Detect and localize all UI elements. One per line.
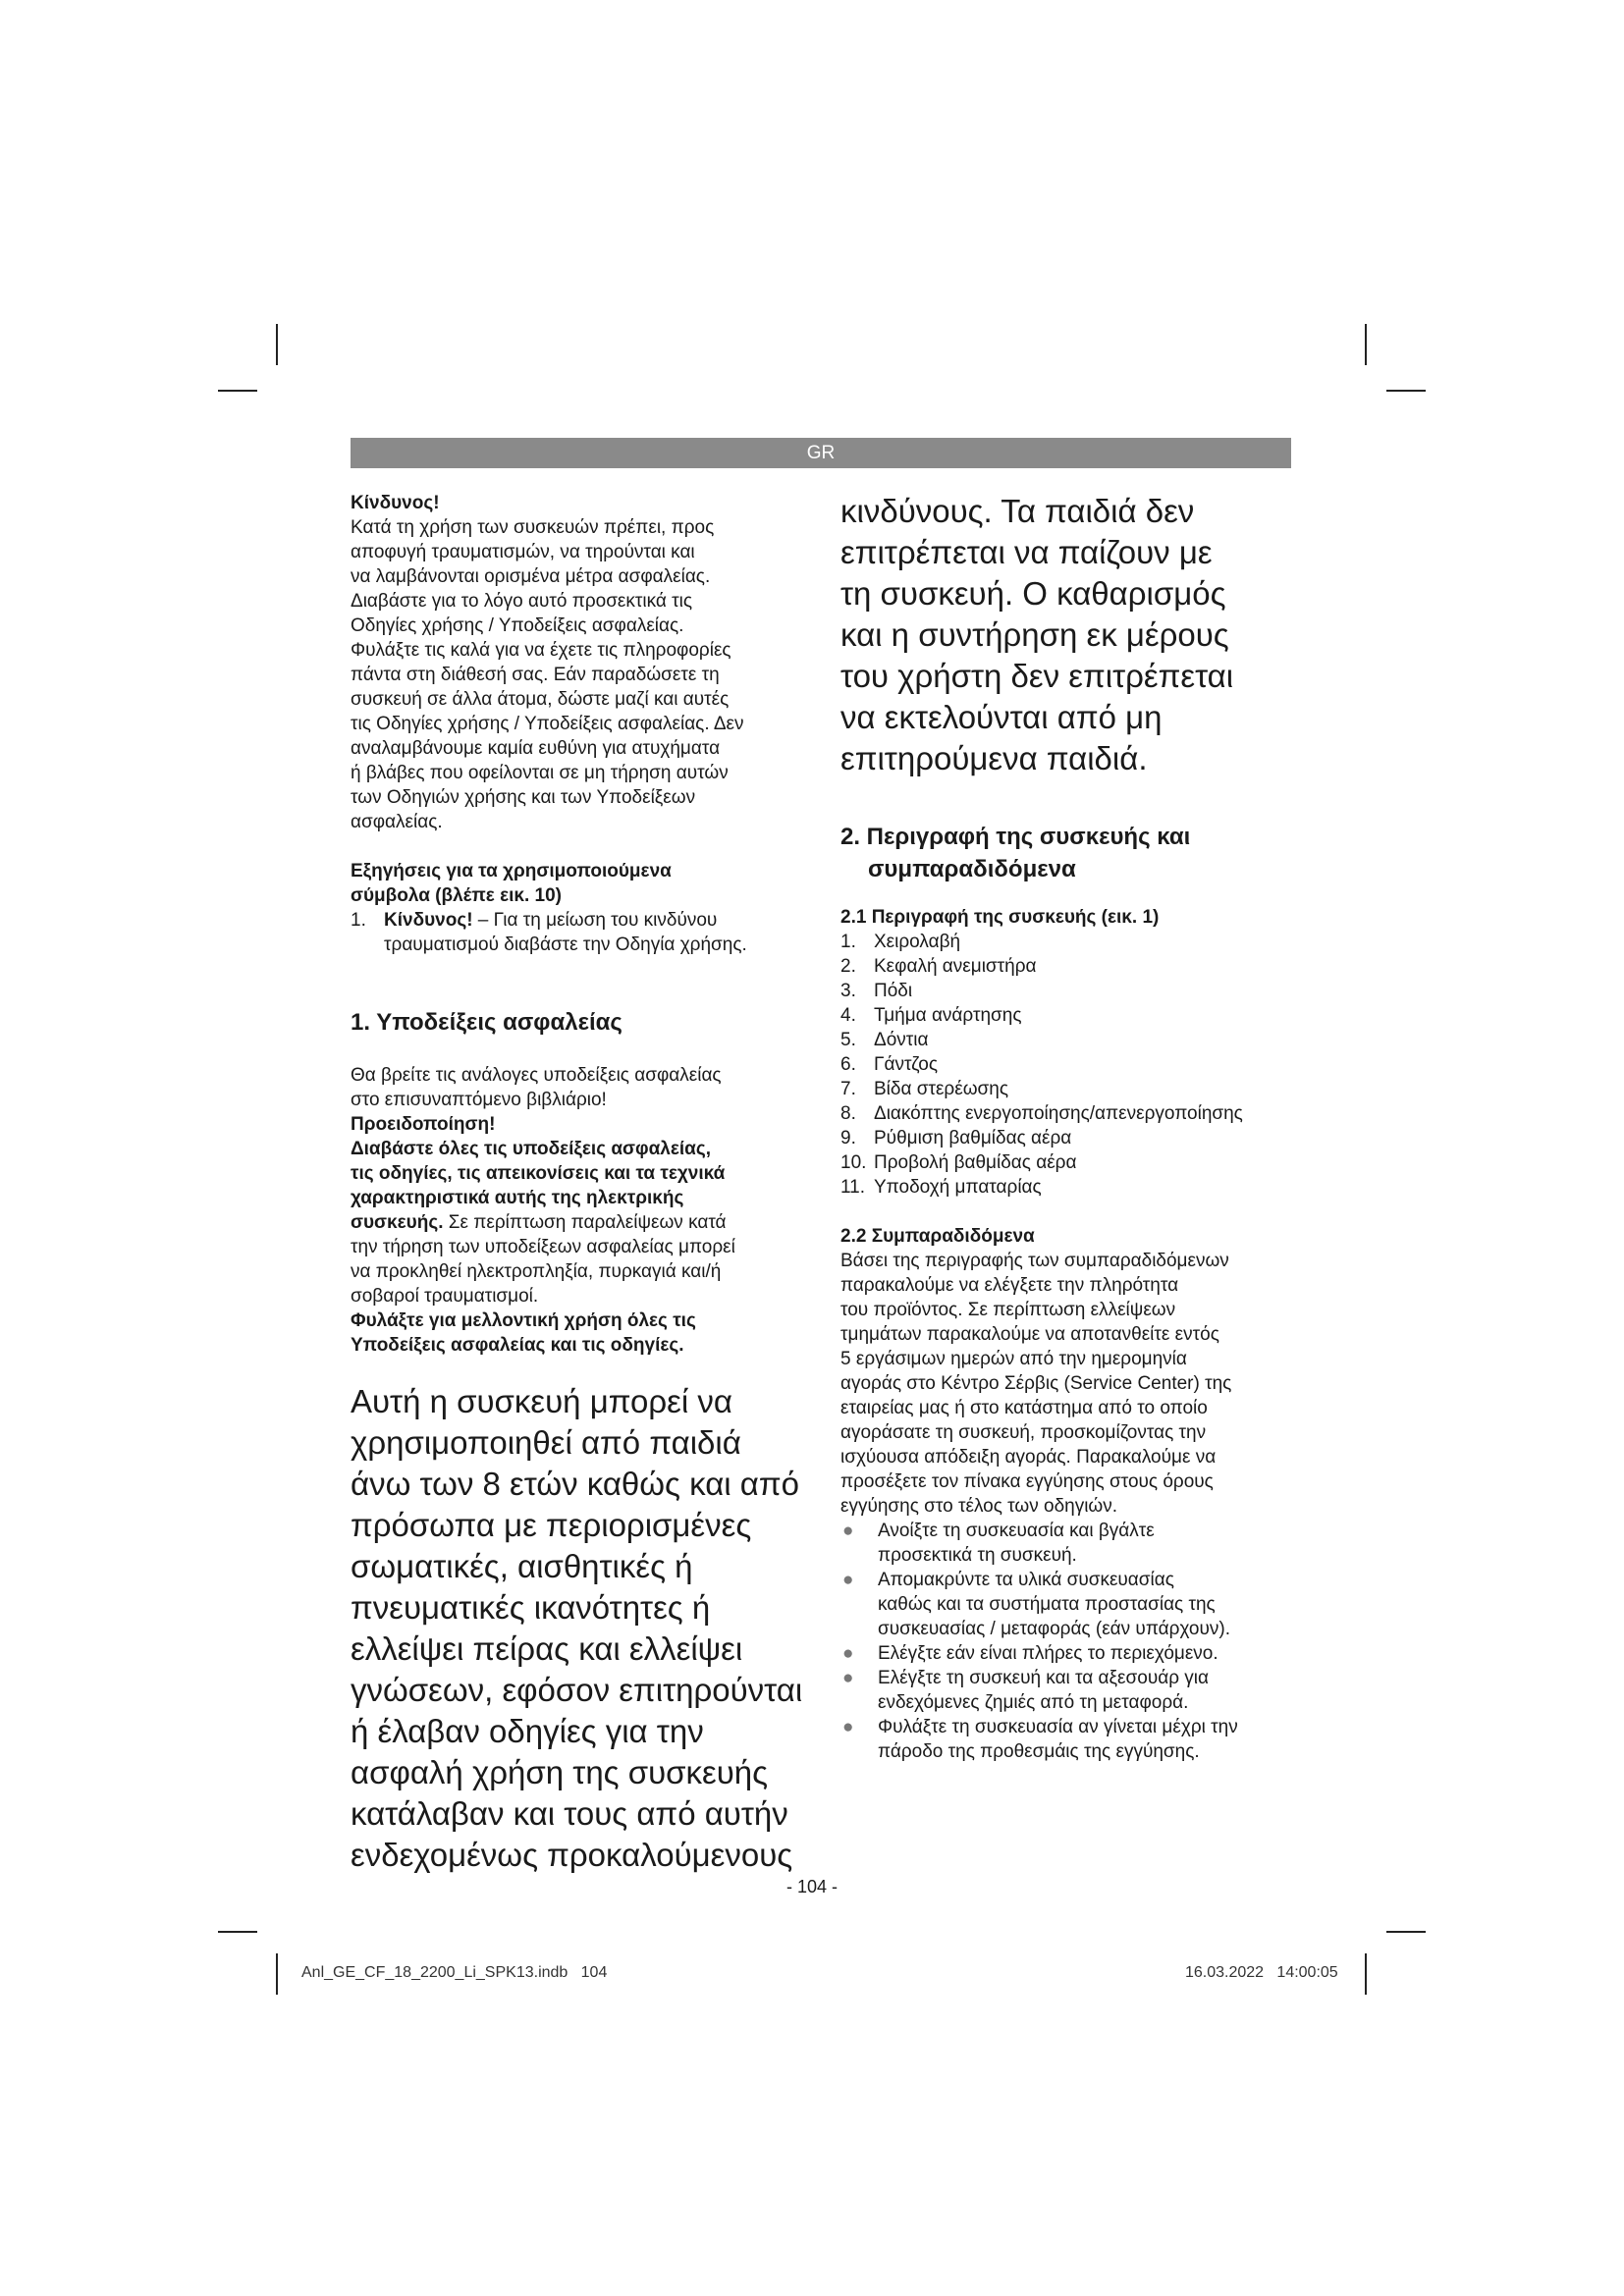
- list-item: [840, 979, 1300, 1003]
- list-item: [840, 930, 1300, 954]
- item-number: 3.: [840, 981, 856, 1001]
- parts-list: [840, 930, 1300, 1200]
- text-line: 5 εργάσιμων ημερών από την ημερομηνία: [840, 1349, 1187, 1369]
- item-text-part: τραυματισμού διαβάστε την Οδηγία χρήσης.: [384, 934, 747, 955]
- section2-heading: 2. Περιγραφή της συσκευής και: [840, 824, 1191, 850]
- text-line: εγγύησης στο τέλος των οδηγιών.: [840, 1496, 1118, 1517]
- bullet-text: ενδεχόμενες ζημιές από τη μεταφορά.: [878, 1692, 1189, 1713]
- text-line: Βάσει της περιγραφής των συμπαραδιδόμενων: [840, 1251, 1229, 1271]
- item-label: Βίδα στερέωσης: [874, 1079, 1008, 1099]
- text-line: ή έλαβαν οδηγίες για την: [351, 1713, 704, 1749]
- text-line: προσέξετε τον πίνακα εγγύησης στους όρους: [840, 1471, 1214, 1492]
- item-bold: Κίνδυνος!: [384, 910, 473, 931]
- text-line: χαρακτηριστικά αυτής της ηλεκτρικής: [351, 1188, 684, 1208]
- text-line: και η συντήρηση εκ μέρους: [840, 616, 1229, 653]
- children-notice-continued: [840, 491, 1300, 779]
- warning-paragraph: [351, 1137, 810, 1358]
- delivery-paragraph: [840, 1249, 1300, 1519]
- bullet-item: [840, 1641, 1300, 1666]
- safety-heading: 1. Υποδείξεις ασφαλείας: [351, 1009, 623, 1036]
- bullet-item: [840, 1568, 1300, 1641]
- list-item: [840, 1175, 1300, 1200]
- text-line: Διαβάστε για το λόγο αυτό προσεκτικά τις: [351, 591, 693, 612]
- crop-mark: [1386, 390, 1426, 392]
- bullet-text: πάροδο της προθεσμάις της εγγύησης.: [878, 1741, 1200, 1762]
- symbols-title: Εξηγήσεις για τα χρησιμοποιούμενα: [351, 861, 672, 881]
- bullet-icon: ●: [842, 1643, 854, 1664]
- text-line: να εκτελούνται από μη: [840, 699, 1163, 735]
- text-line: χρησιμοποιηθεί από παιδιά: [351, 1424, 741, 1461]
- text-line: Διαβάστε όλες τις υποδείξεις ασφαλείας,: [351, 1139, 712, 1159]
- item-number: 7.: [840, 1079, 856, 1099]
- item-label: Πόδι: [874, 981, 913, 1001]
- print-datetime: 16.03.2022 14:00:05: [1185, 1964, 1338, 1981]
- item-number: 1.: [351, 910, 366, 931]
- text-line: Κατά τη χρήση των συσκευών πρέπει, προς: [351, 517, 715, 538]
- text-line: αγοράς στο Κέντρο Σέρβις (Service Center) της: [840, 1373, 1232, 1394]
- bullet-icon: ●: [842, 1521, 854, 1541]
- text-line: να λαμβάνονται ορισμένα μέτρα ασφαλείας.: [351, 566, 711, 587]
- bullet-text: συσκευασίας / μεταφοράς (εάν υπάρχουν).: [878, 1619, 1230, 1639]
- bullet-text: Φυλάξτε τη συσκευασία αν γίνεται μέχρι την: [878, 1717, 1238, 1737]
- bullet-icon: ●: [842, 1668, 854, 1688]
- text-line: Φυλάξτε για μελλοντική χρήση όλες τις: [351, 1310, 696, 1331]
- text-line: αγοράσατε τη συσκευή, προσκομίζοντας την: [840, 1422, 1207, 1443]
- text-line: Αυτή η συσκευή μπορεί να: [351, 1383, 732, 1419]
- text-line: ασφαλή χρήση της συσκευής: [351, 1754, 769, 1790]
- text-line: κατάλαβαν και τους από αυτήν: [351, 1795, 788, 1832]
- item-label: Προβολή βαθμίδας αέρα: [874, 1152, 1077, 1173]
- item-number: 5.: [840, 1030, 856, 1050]
- text-line: Φυλάξτε τις καλά για να έχετε τις πληροφορίες: [351, 640, 731, 661]
- item-number: 6.: [840, 1054, 856, 1075]
- list-item: [840, 1150, 1300, 1175]
- text-line: αποφυγή τραυματισμών, να τηρούνται και: [351, 542, 695, 562]
- item-number: 10.: [840, 1152, 867, 1173]
- list-item: [840, 1101, 1300, 1126]
- item-number: 4.: [840, 1005, 856, 1026]
- text-line: εταιρείας μας ή στο κατάστημα από το οποίο: [840, 1398, 1208, 1418]
- text-line: τη συσκευή. Ο καθαρισμός: [840, 575, 1226, 612]
- bullet-item: [840, 1666, 1300, 1715]
- safety-paragraph: [351, 1063, 810, 1112]
- text-line: την τήρηση των υποδείξεων ασφαλείας μπορεί: [351, 1237, 735, 1257]
- section2-heading: συμπαραδιδόμενα: [868, 856, 1076, 882]
- language-code: GR: [806, 443, 836, 463]
- language-header-bar: [351, 438, 1291, 468]
- text-line: επιτηρούμενα παιδιά.: [840, 740, 1148, 776]
- text-line: ή βλάβες που οφείλονται σε μη τήρηση αυτών: [351, 763, 729, 783]
- bullet-icon: ●: [842, 1717, 854, 1737]
- bullet-text: καθώς και τα συστήματα προστασίας της: [878, 1594, 1216, 1615]
- crop-mark: [276, 324, 278, 365]
- list-item: [840, 1126, 1300, 1150]
- crop-mark: [218, 1931, 257, 1933]
- text-line: συσκευή σε άλλα άτομα, δώστε μαζί και αυτές: [351, 689, 730, 710]
- item-label: Ρύθμιση βαθμίδας αέρα: [874, 1128, 1072, 1148]
- warning-title: Προειδοποίηση!: [351, 1114, 496, 1135]
- list-item: [351, 908, 810, 957]
- item-number: 9.: [840, 1128, 856, 1148]
- page-number: - 104 -: [785, 1877, 839, 1896]
- text-line: των Οδηγιών χρήσης και των Υποδείξεων: [351, 787, 696, 808]
- list-item: [840, 1052, 1300, 1077]
- item-label: Κεφαλή ανεμιστήρα: [874, 956, 1037, 977]
- item-label: Δόντια: [874, 1030, 929, 1050]
- text-line: του χρήστη δεν επιτρέπεται: [840, 658, 1234, 694]
- text-line: σοβαροί τραυματισμοί.: [351, 1286, 539, 1307]
- list-item: [840, 1028, 1300, 1052]
- list-item: [840, 954, 1300, 979]
- text-line: πάντα στη διάθεσή σας. Εάν παραδώσετε τη: [351, 665, 720, 685]
- text-line: Υποδείξεις ασφαλείας και τις οδηγίες.: [351, 1335, 684, 1356]
- left-column: [351, 491, 810, 1876]
- sub22-title: 2.2 Συμπαραδιδόμενα: [840, 1226, 1035, 1247]
- bullet-text: Ελέγξτε τη συσκευή και τα αξεσουάρ για: [878, 1668, 1209, 1688]
- bullet-item: [840, 1715, 1300, 1764]
- right-column: [840, 491, 1300, 1764]
- text-part: Σε περίπτωση παραλείψεων κατά: [443, 1212, 727, 1233]
- text-line: να προκληθεί ηλεκτροπληξία, πυρκαγιά και/ή: [351, 1261, 722, 1282]
- bullet-item: [840, 1519, 1300, 1568]
- item-label: Χειρολαβή: [874, 932, 961, 952]
- text-bold: συσκευής.: [351, 1212, 444, 1233]
- text-line: παρακαλούμε να ελέγξετε την πληρότητα: [840, 1275, 1179, 1296]
- bullet-text: Απομακρύντε τα υλικά συσκευασίας: [878, 1570, 1174, 1590]
- text-line: του προϊόντος. Σε περίπτωση ελλείψεων: [840, 1300, 1176, 1320]
- bullet-icon: ●: [842, 1570, 854, 1590]
- text-line: ελλείψει πείρας και ελλείψει: [351, 1630, 743, 1667]
- text-line: κινδύνους. Τα παιδιά δεν: [840, 493, 1195, 529]
- children-notice: [351, 1381, 810, 1876]
- text-line: ισχύουσα απόδειξη αγοράς. Παρακαλούμε να: [840, 1447, 1217, 1468]
- text-line: ασφαλείας.: [351, 812, 443, 832]
- symbols-title: σύμβολα (βλέπε εικ. 10): [351, 885, 562, 906]
- text-line: σωματικές, αισθητικές ή: [351, 1548, 693, 1584]
- item-label: Τμήμα ανάρτησης: [874, 1005, 1022, 1026]
- item-label: Υποδοχή μπαταρίας: [874, 1177, 1042, 1198]
- text-line: πρόσωπα με περιορισμένες: [351, 1507, 752, 1543]
- item-number: 1.: [840, 932, 856, 952]
- bullet-text: Ανοίξτε τη συσκευασία και βγάλτε: [878, 1521, 1155, 1541]
- text-line: [351, 1210, 810, 1235]
- item-text: [384, 908, 747, 957]
- item-label: Γάντζος: [874, 1054, 939, 1075]
- item-label: Διακόπτης ενεργοποίησης/απενεργοποίησης: [874, 1103, 1243, 1124]
- text-line: τις Οδηγίες χρήσης / Υποδείξεις ασφαλείας. Δεν: [351, 714, 744, 734]
- text-line: πνευματικές ικανότητες ή: [351, 1589, 711, 1626]
- item-number: 11.: [840, 1177, 866, 1198]
- text-line: Οδηγίες χρήσης / Υποδείξεις ασφαλείας.: [351, 615, 684, 636]
- sub21-title: 2.1 Περιγραφή της συσκευής (εικ. 1): [840, 907, 1160, 928]
- list-item: [840, 1003, 1300, 1028]
- danger-paragraph: [351, 515, 810, 834]
- crop-mark: [1365, 1953, 1367, 1995]
- crop-mark: [276, 1953, 278, 1995]
- item-text-part: – Για τη μείωση του κινδύνου: [472, 910, 718, 931]
- text-line: γνώσεων, εφόσον επιτηρούνται: [351, 1672, 803, 1708]
- item-number: 2.: [840, 956, 856, 977]
- delivery-bullets: [840, 1519, 1300, 1764]
- text-line: στο επισυναπτόμενο βιβλιάριο!: [351, 1090, 607, 1110]
- crop-mark: [218, 390, 257, 392]
- crop-mark: [1386, 1931, 1426, 1933]
- text-line: ενδεχομένως προκαλούμενους: [351, 1837, 793, 1873]
- text-line: αναλαμβάνουμε καμία ευθύνη για ατυχήματα: [351, 738, 721, 759]
- crop-mark: [1365, 324, 1367, 365]
- bullet-text: Ελέγξτε εάν είναι πλήρες το περιεχόμενο.: [878, 1643, 1218, 1664]
- danger-title: Κίνδυνος!: [351, 493, 440, 513]
- list-item: [840, 1077, 1300, 1101]
- text-line: τμημάτων παρακαλούμε να αποτανθείτε εντός: [840, 1324, 1219, 1345]
- text-line: τις οδηγίες, τις απεικονίσεις και τα τεχνικά: [351, 1163, 726, 1184]
- symbols-list: [351, 908, 810, 957]
- item-number: 8.: [840, 1103, 856, 1124]
- text-line: επιτρέπεται να παίζουν με: [840, 534, 1213, 570]
- file-info: Anl_GE_CF_18_2200_Li_SPK13.indb 104: [301, 1964, 608, 1981]
- text-line: Θα βρείτε τις ανάλογες υποδείξεις ασφαλείας: [351, 1065, 722, 1086]
- bullet-text: προσεκτικά τη συσκευή.: [878, 1545, 1077, 1566]
- text-line: άνω των 8 ετών καθώς και από: [351, 1466, 799, 1502]
